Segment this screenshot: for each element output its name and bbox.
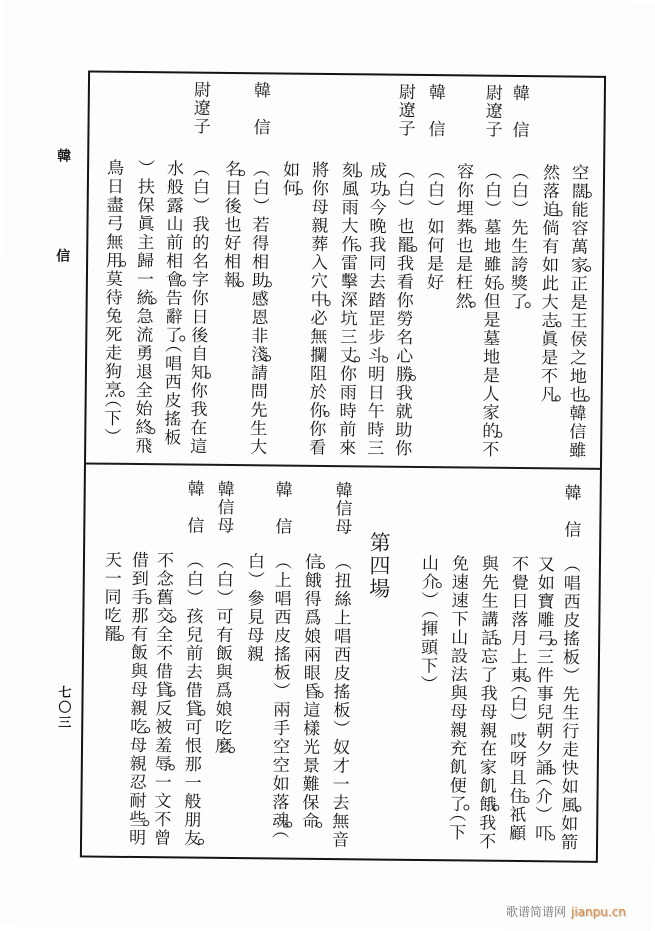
speaker-name: 韓信	[271, 480, 292, 555]
dialogue-column: 白）參見母親	[242, 552, 265, 664]
dialogue-column: 成功今晚我同去踏罡步斗明日午時三	[363, 161, 387, 458]
dialogue-column: 不覺日落月上東（白）哎呀且住祇顧	[505, 554, 529, 843]
dialogue-column: （白）墓地雖好但是墓地是人家的不	[478, 162, 502, 459]
dialogue-column: 與先生講話忘了我母親在家飢餓我不	[474, 554, 499, 851]
dialogue-column: 山介）（揮頭下）	[416, 553, 439, 694]
watermark	[506, 903, 626, 920]
dialogue-column: 如何	[278, 160, 300, 198]
dialogue-column: 不念舊交全不借貸反被羞辱一文不曾	[149, 551, 174, 848]
dialogue-column: 借到手那有飯與母親吃母親忍耐些明	[124, 550, 149, 848]
dialogue-column: 水般露山前相會告辭了（唱西皮搖板	[160, 159, 184, 447]
dialogue-column: （白）可有飯與爲娘吃麼	[210, 551, 234, 756]
dialogue-column: 鳥日盡弓無用莫待兔死走狗烹（下）	[100, 158, 124, 447]
dialogue-column: （扭絲上唱西皮搖板）奴才一去無音	[327, 553, 352, 850]
watermark-domain: jianpu.cn	[571, 905, 626, 919]
dialogue-column: （白）如何是好	[422, 162, 445, 292]
dialogue-column: （白）也罷我看你勞名心勝我就助你	[391, 161, 415, 458]
dialogue-column: 信餓得爲娘兩眼昏這樣光景難保命	[298, 552, 322, 831]
dialogue-column: 又如寶雕弓三件事兒朝夕誦（介）吓	[531, 555, 555, 843]
speaker-name: 尉遼子	[394, 82, 415, 138]
dialogue-column: （白）我的名字你日後自知你我在這	[186, 159, 210, 456]
page-number: 七〇三	[55, 685, 71, 731]
dialogue-column: 將你母親葬入穴中必無攔阻於你你看	[305, 160, 329, 457]
dialogue-column: 名日後也好相報	[219, 159, 242, 290]
dialogue-column: 刻風雨大作雷擊深坑三丈你雨時前來	[335, 161, 359, 458]
running-title: 韓信	[53, 148, 72, 349]
speaker-name: 韓信	[183, 479, 204, 554]
dialogue-column: 然落迫倘有如此大志眞是不凡	[536, 163, 560, 404]
dialogue-column: （上唱西皮搖板）兩手空空如落魂（	[268, 552, 292, 841]
watermark-site-name: 歌谱简谱网	[506, 905, 567, 919]
speaker-name: 韓信	[249, 81, 271, 156]
speaker-name: 尉遼子	[481, 83, 502, 139]
speaker-name: 韓信母	[213, 479, 234, 535]
speaker-name: 韓信母	[331, 481, 352, 537]
dialogue-column: ）扶保眞主歸一統急流勇退全始終飛	[131, 158, 155, 456]
speaker-name: 韓信	[508, 83, 529, 159]
dialogue-column: （白）孩兒前去借貸可恨那一般朋友	[179, 551, 204, 848]
dialogue-column: （白）若得相助感恩非淺請問先生大	[246, 160, 270, 457]
speaker-name: 韓信	[560, 483, 581, 558]
dialogue-column: 天一同吃罷	[100, 550, 122, 644]
speaker-name: 韓信	[424, 83, 445, 158]
dialogue-column: （唱西皮搖板）先生行走快如風如箭	[556, 555, 581, 852]
scene-heading: 第四場	[366, 531, 392, 601]
dialogue-column: 容你埋葬也是枉然	[451, 162, 474, 311]
dialogue-column: 免速速下山設法與母親充飢便了（下	[445, 554, 469, 842]
dialogue-column: （白）先生誇獎了	[506, 162, 529, 312]
speaker-name: 尉遼子	[189, 80, 211, 136]
dialogue-column: 空闊能容萬家正是王侯之地也韓信雖	[565, 163, 589, 460]
